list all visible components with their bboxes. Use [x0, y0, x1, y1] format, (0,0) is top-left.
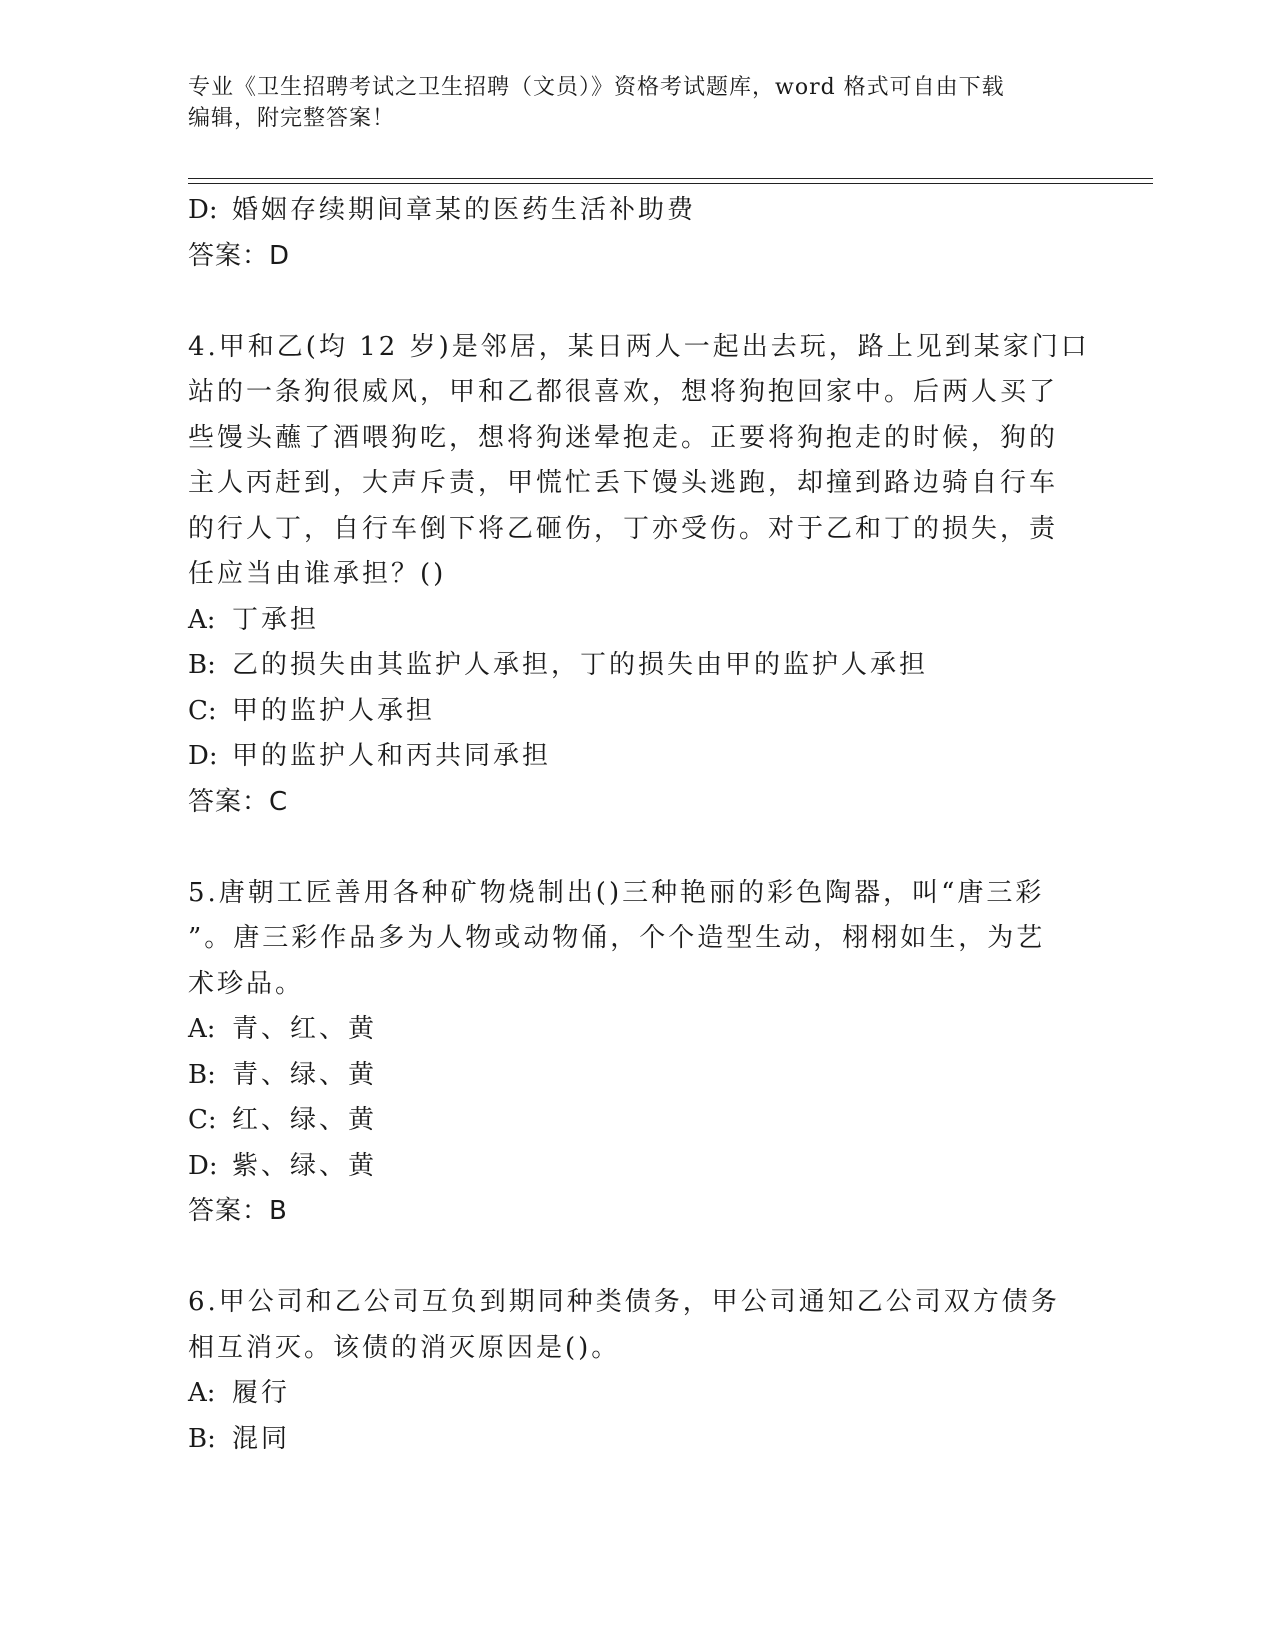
option-a	[188, 1371, 1088, 1417]
option-text: 青、绿、黄	[232, 1059, 378, 1090]
option-text: 履行	[232, 1378, 291, 1408]
option-text: 混同	[232, 1423, 291, 1454]
option-a	[188, 598, 1088, 644]
option-c	[188, 689, 1088, 735]
option-d	[188, 1144, 1088, 1190]
option-letter: B:	[188, 650, 216, 680]
question-text-line: 术珍品。	[188, 968, 305, 999]
answer: 答案：D	[188, 240, 291, 271]
question-text-line: 的行人丁，自行车倒下将乙砸伤，丁亦受伤。对于乙和丁的损失，责	[188, 513, 1059, 544]
question-text-line: 站的一条狗很威风，甲和乙都很喜欢，想将狗抱回家中。后两人买了	[188, 377, 1059, 407]
option-text: 青、红、黄	[232, 1014, 378, 1044]
option-letter: C:	[188, 695, 217, 726]
option-text: 甲的监护人承担	[232, 695, 436, 726]
option-text: 紫、绿、黄	[232, 1150, 378, 1181]
option-letter: B:	[188, 1423, 216, 1454]
option-letter: D:	[188, 1150, 218, 1181]
header-divider-top	[188, 178, 1153, 179]
option-letter: D:	[188, 741, 218, 771]
question-text-line: ”。唐三彩作品多为人物或动物俑，个个造型生动，栩栩如生，为艺	[188, 923, 1046, 953]
question-text-line: 6.甲公司和乙公司互负到期同种类债务，甲公司通知乙公司双方债务	[188, 1287, 1060, 1317]
header-line-2: 编辑，附完整答案！	[188, 106, 396, 131]
previous-question-tail	[188, 188, 1088, 279]
question-text-line: 主人丙赶到，大声斥责，甲慌忙丢下馒头逃跑，却撞到路边骑自行车	[188, 468, 1059, 498]
question-text-line: 些馒头蘸了酒喂狗吃，想将狗迷晕抱走。正要将狗抱走的时候，狗的	[188, 422, 1059, 453]
question-text-line: 相互消灭。该债的消灭原因是()。	[188, 1332, 621, 1363]
option-b	[188, 1053, 1088, 1099]
option-text: 乙的损失由其监护人承担，丁的损失由甲的监护人承担	[232, 650, 929, 680]
option-d	[188, 188, 1088, 234]
option-b	[188, 643, 1088, 689]
question-text-line: 4.甲和乙(均 12 岁)是邻居，某日两人一起出去玩，路上见到某家门口	[188, 331, 1090, 362]
question-text-line: 任应当由谁承担？()	[188, 559, 447, 589]
option-letter: C:	[188, 1105, 217, 1135]
option-letter: D:	[188, 195, 218, 225]
option-d	[188, 734, 1088, 780]
header-line-1: 专业《卫生招聘考试之卫生招聘（文员）》资格考试题库，word 格式可自由下载	[188, 75, 1005, 100]
question-4	[188, 325, 1088, 826]
option-letter: B:	[188, 1059, 216, 1090]
option-letter: A:	[188, 1378, 216, 1408]
document-body	[188, 188, 1088, 1462]
option-letter: A:	[188, 604, 216, 635]
answer: 答案：C	[188, 786, 289, 817]
option-c	[188, 1098, 1088, 1144]
answer: 答案：B	[188, 1196, 288, 1226]
option-letter: A:	[188, 1014, 216, 1044]
document-header	[188, 72, 1068, 134]
question-text-line: 5.唐朝工匠善用各种矿物烧制出()三种艳丽的彩色陶器，叫“唐三彩	[188, 877, 1045, 908]
option-b	[188, 1417, 1088, 1463]
question-6	[188, 1280, 1088, 1462]
option-text: 婚姻存续期间章某的医药生活补助费	[232, 195, 697, 225]
question-5	[188, 871, 1088, 1235]
option-text: 甲的监护人和丙共同承担	[232, 741, 552, 771]
option-text: 丁承担	[232, 604, 320, 635]
option-text: 红、绿、黄	[232, 1105, 378, 1135]
option-a	[188, 1007, 1088, 1053]
header-divider-bottom	[188, 183, 1153, 184]
